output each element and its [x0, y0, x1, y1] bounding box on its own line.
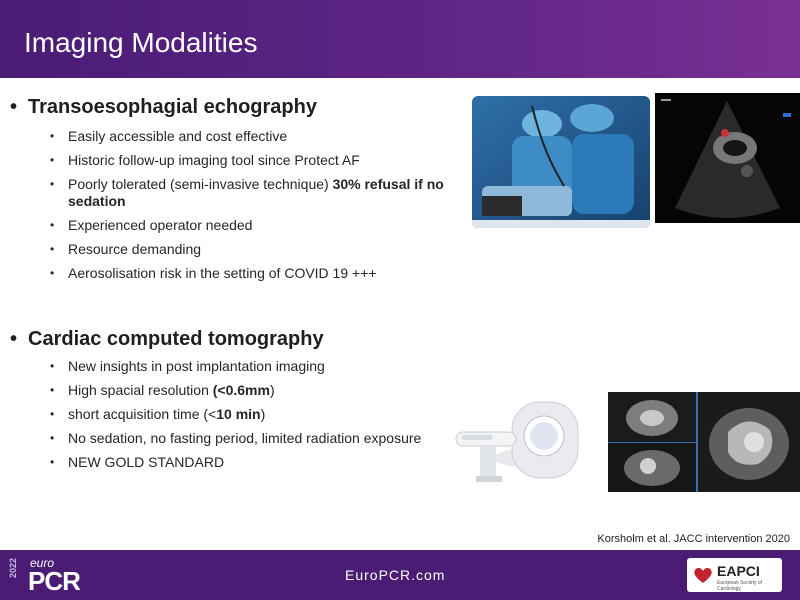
eapci-name: EAPCI [717, 563, 760, 579]
tee-bullet-1: • Easily accessible and cost effective [50, 128, 448, 145]
ct-bullet-list [50, 358, 421, 478]
tee-ultrasound-image [655, 93, 800, 223]
ct-bullet-3-post: ) [260, 406, 266, 422]
slide-title: Imaging Modalities [24, 27, 258, 58]
ct-scanner-photo [452, 392, 600, 498]
tee-bullet-6: • Aerosolisation risk in the setting of COVID 19 +++ [50, 265, 448, 282]
tee-bullet-4: • Experienced operator needed [50, 217, 448, 234]
ct-bullet-2 [50, 382, 421, 399]
section-title-ct: • Cardiac computed tomography [10, 328, 324, 350]
ct-bullet-3-pre: short acquisition time (< [68, 406, 217, 422]
ct-bullet-2-bold: (<0.6mm [212, 382, 270, 398]
logo-year: 2022 [8, 558, 18, 579]
tee-bullet-2: • Historic follow-up imaging tool since Protect AF [50, 152, 448, 169]
slide-header [0, 0, 800, 78]
ct-bullet-3-bold: 10 min [216, 406, 261, 422]
ct-bullet-3 [50, 406, 421, 423]
heart-icon [693, 565, 713, 585]
cardiac-ct-images [608, 392, 800, 492]
eapci-subtitle: European Society of Cardiology [717, 580, 763, 592]
section-title-ct-text: Cardiac computed tomography [28, 328, 324, 350]
tee-bullet-list [50, 128, 448, 289]
tee-bullet-3-bold: 30% refusal if no sedation [68, 176, 444, 209]
ct-bullet-2-pre: High spacial resolution [68, 382, 213, 398]
eapci-logo [687, 558, 782, 592]
ct-bullet-5: • NEW GOLD STANDARD [50, 454, 421, 471]
tee-bullet-3 [50, 176, 448, 210]
citation: Korsholm et al. JACC intervention 2020 [597, 533, 790, 545]
tee-bullet-3-text: Poorly tolerated (semi-invasive technique) [68, 176, 333, 192]
slide-content [0, 78, 800, 550]
section-title-tee: • Transoesophagial echography [10, 96, 317, 118]
ct-bullet-4: • No sedation, no fasting period, limited radiation exposure [50, 430, 421, 447]
ct-bullet-2-post: ) [269, 382, 275, 398]
section-title-tee-text: Transoesophagial echography [28, 96, 317, 118]
slide-footer [0, 550, 800, 600]
tee-procedure-photo [472, 96, 650, 228]
logo-euro: euro [30, 556, 55, 570]
europcr-logo: PCR [28, 566, 80, 596]
ct-bullet-1: • New insights in post implantation imaging [50, 358, 421, 375]
tee-bullet-5: • Resource demanding [50, 241, 448, 258]
footer-url[interactable]: EuroPCR.com [345, 567, 446, 583]
